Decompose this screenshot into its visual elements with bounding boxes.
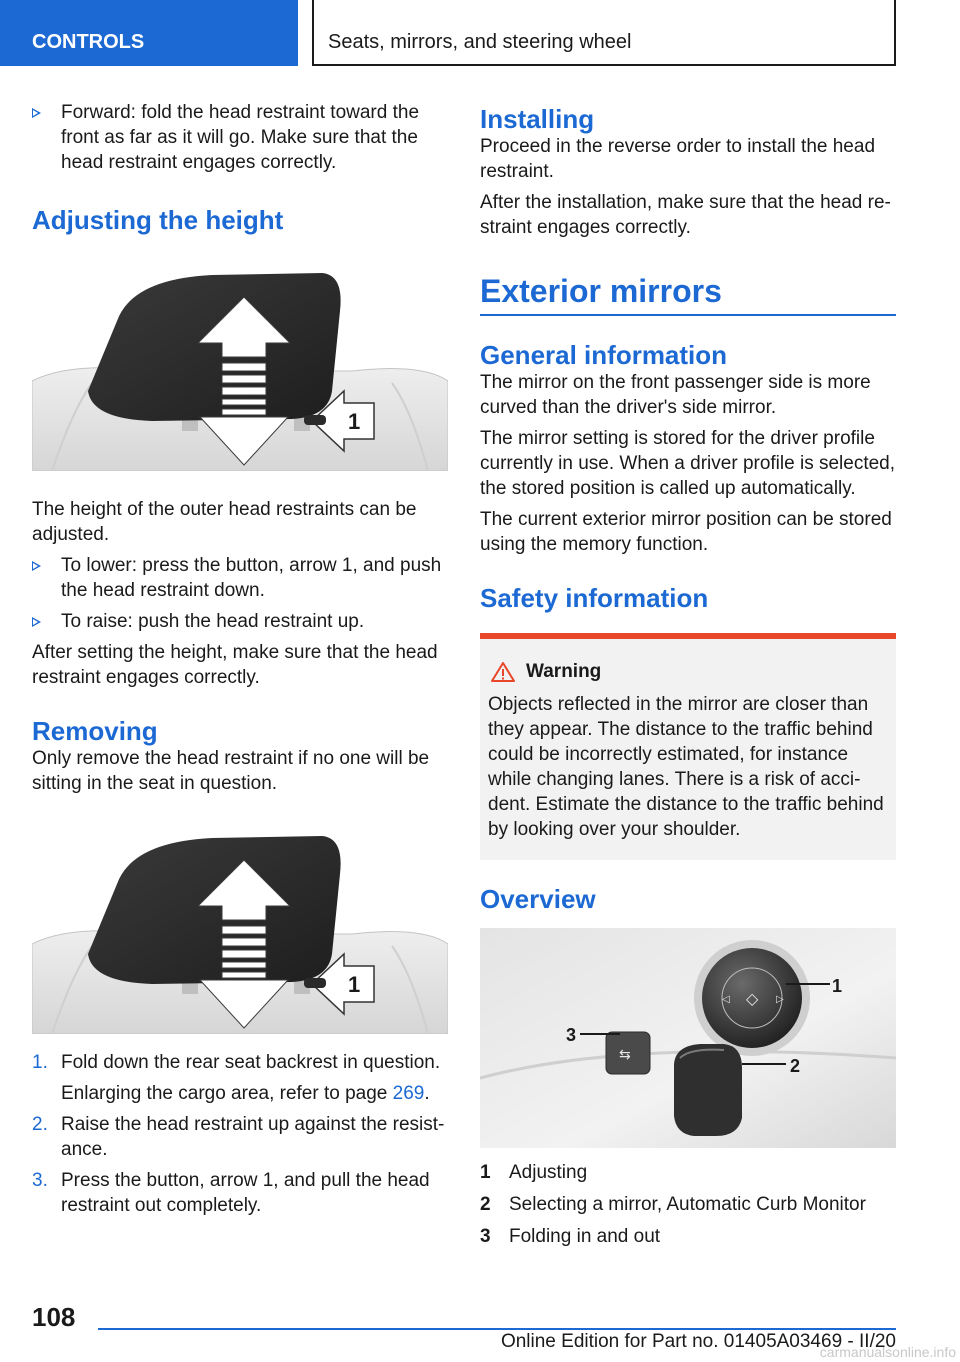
paragraph: The mirror setting is stored for the driver profile currently in use. When a driver profile is selected, the stored position is called up automatically. — [480, 428, 896, 499]
warning-triangle-icon — [490, 661, 516, 683]
step-item: 3. Press the button, arrow 1, and pull the head restraint out completely. — [32, 1170, 430, 1216]
triangle-bullet-icon — [32, 561, 41, 571]
triangle-bullet-icon — [32, 617, 41, 627]
section-heading: Removing — [32, 716, 158, 746]
section-heading: Adjusting the height — [32, 205, 284, 235]
edition-info: Online Edition for Part no. 01405A03469 - II/20 — [500, 1331, 896, 1352]
page-number: 108 — [32, 1302, 76, 1332]
paragraph: After the installation, make sure that the head re-straint engages correctly. — [480, 192, 891, 238]
legend-item: 2 Selecting a mirror, Automatic Curb Monitor — [480, 1194, 866, 1215]
svg-text:◁: ◁ — [722, 994, 730, 1005]
bullet-item: To raise: push the head restraint up. — [32, 609, 448, 634]
section-heading: Overview — [480, 884, 596, 914]
mirror-controls-illustration — [480, 928, 896, 1148]
callout-1: 1 — [832, 976, 843, 996]
left-column — [32, 100, 448, 1224]
chapter-heading: Exterior mirrors — [480, 272, 896, 316]
warning-box — [480, 633, 896, 860]
page-link[interactable]: 269 — [392, 1083, 425, 1104]
paragraph: The height of the outer head restraints can be adjusted. — [32, 499, 417, 545]
section-heading: Safety information — [480, 583, 709, 613]
callout-2: 2 — [790, 1056, 801, 1076]
paragraph: After setting the height, make sure that the head restraint engages correctly. — [32, 642, 438, 688]
warning-title: Warning — [526, 661, 602, 682]
svg-text:⇆: ⇆ — [619, 1047, 631, 1063]
bullet-item: To lower: press the button, arrow 1, and push the head restraint down. — [32, 553, 448, 603]
paragraph: Only remove the head restraint if no one will be sitting in the seat in question. — [32, 748, 430, 794]
head-restraint-illustration — [32, 271, 448, 471]
triangle-bullet-icon — [32, 108, 41, 118]
callout-3: 3 — [566, 1025, 577, 1045]
callout-1: 1 — [348, 972, 361, 997]
svg-text:◇: ◇ — [746, 989, 759, 1008]
paragraph: The mirror on the front passenger side is more curved than the driver's side mirror. — [480, 372, 871, 418]
legend-item: 1 Adjusting — [480, 1162, 588, 1183]
callout-1: 1 — [348, 409, 361, 434]
bullet-item: Forward: fold the head restraint toward the front as far as it will go. Make sure that the head restraint engages correctly. — [32, 100, 448, 175]
svg-text:▷: ▷ — [776, 994, 784, 1005]
step-item: 1. Fold down the rear seat backrest in question. — [32, 1052, 441, 1073]
warning-header — [488, 659, 888, 684]
head-restraint-illustration — [32, 834, 448, 1034]
warning-text: Objects reflected in the mirror are closer than they appear. The distance to the traffic behind could be incorrectly estimated, for instance while changing lanes. There is a risk of acci-dent. Estimate the distance to the traffic behind by looking over your shoulder. — [488, 694, 884, 840]
section-heading: Installing — [480, 104, 595, 134]
paragraph: Proceed in the reverse order to install the head restraint. — [480, 136, 876, 182]
legend-item: 3 Folding in and out — [480, 1226, 661, 1247]
chapter-title: Seats, mirrors, and steering wheel — [312, 0, 896, 66]
right-column — [480, 104, 896, 1256]
section-tab: CONTROLS — [0, 0, 298, 66]
step-item: 2. Raise the head restraint up against the resist-ance. — [32, 1114, 445, 1160]
paragraph: The current exterior mirror position can be stored using the memory function. — [480, 509, 892, 555]
step-subtext: Enlarging the cargo area, refer to page 269. — [61, 1083, 430, 1104]
section-heading: General information — [480, 340, 728, 370]
watermark: carmanualsonline.info — [819, 1344, 956, 1360]
